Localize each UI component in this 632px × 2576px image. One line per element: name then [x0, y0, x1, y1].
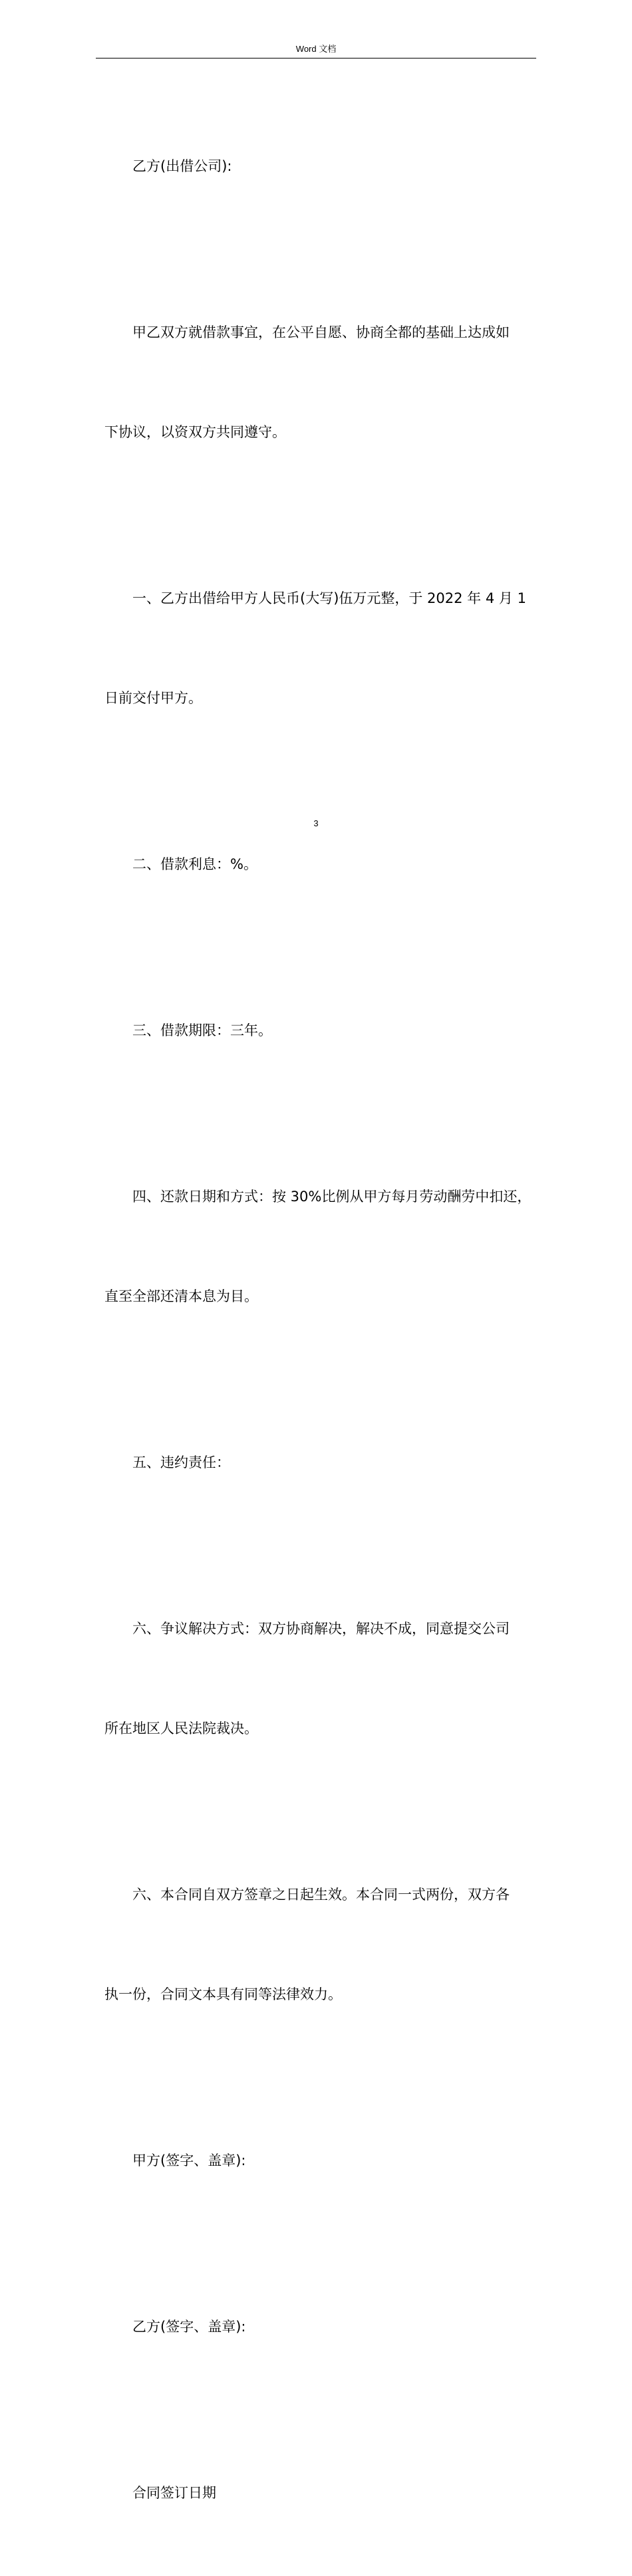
paragraph-signature-a: [118, 2077, 539, 2244]
paragraph-line: 六、争议解决方式：双方协商解决，解决不成，同意提交公司: [132, 1621, 510, 1637]
paragraph-line: 四、还款日期和方式：按 30%比例从甲方每月劳动酬劳中扣还，: [132, 1189, 532, 1205]
paragraph-line: 下协议，以资双方共同遵守。: [104, 424, 286, 440]
paragraph-line: 乙方(签字、盖章):: [132, 2319, 246, 2335]
paragraph-line: 执一份，合同文本具有同等法律效力。: [104, 1986, 342, 2002]
paragraph-line: 乙方(出借公司):: [132, 158, 232, 174]
paragraph-line: 五、违约责任：: [132, 1455, 230, 1470]
page-number: 3: [313, 818, 319, 828]
paragraph-clause-3: [118, 947, 539, 1113]
paragraph-line: 一、乙方出借给甲方人民币(大写)伍万元整，于 2022 年 4 月 1: [132, 590, 526, 606]
paragraph-signature-b: [118, 2244, 539, 2410]
document-body: [104, 83, 539, 2576]
paragraph-line: 直至全部还清本息为目。: [104, 1288, 258, 1304]
paragraph-line: 合同签订日期: [132, 2485, 216, 2501]
paragraph-clause-2: [118, 781, 539, 947]
paragraph-intro: [104, 249, 539, 515]
paragraph-line: 甲方(签字、盖章):: [132, 2153, 246, 2168]
paragraph-clause-6: [104, 1546, 539, 1812]
paragraph-line: 所在地区人民法院裁决。: [104, 1720, 258, 1736]
paragraph-line: 三、借款期限：三年。: [132, 1022, 272, 1038]
paragraph-line: 六、本合同自双方签章之日起生效。本合同一式两份，双方各: [132, 1887, 510, 1903]
paragraph-party-b: [118, 83, 539, 249]
paragraph-clause-6b: [104, 1812, 539, 2077]
paragraph-line: 日前交付甲方。: [104, 690, 202, 706]
page-header: Word 文档: [295, 44, 337, 54]
paragraph-line: 二、借款利息：%。: [132, 856, 257, 872]
paragraph-sign-date: [118, 2410, 539, 2576]
paragraph-line: 甲乙双方就借款事宜，在公平自愿、协商全都的基础上达成如: [132, 324, 510, 340]
paragraph-clause-1: [104, 515, 539, 781]
header-divider: [96, 58, 536, 59]
paragraph-clause-4: [104, 1113, 539, 1379]
paragraph-clause-5: [118, 1379, 539, 1546]
